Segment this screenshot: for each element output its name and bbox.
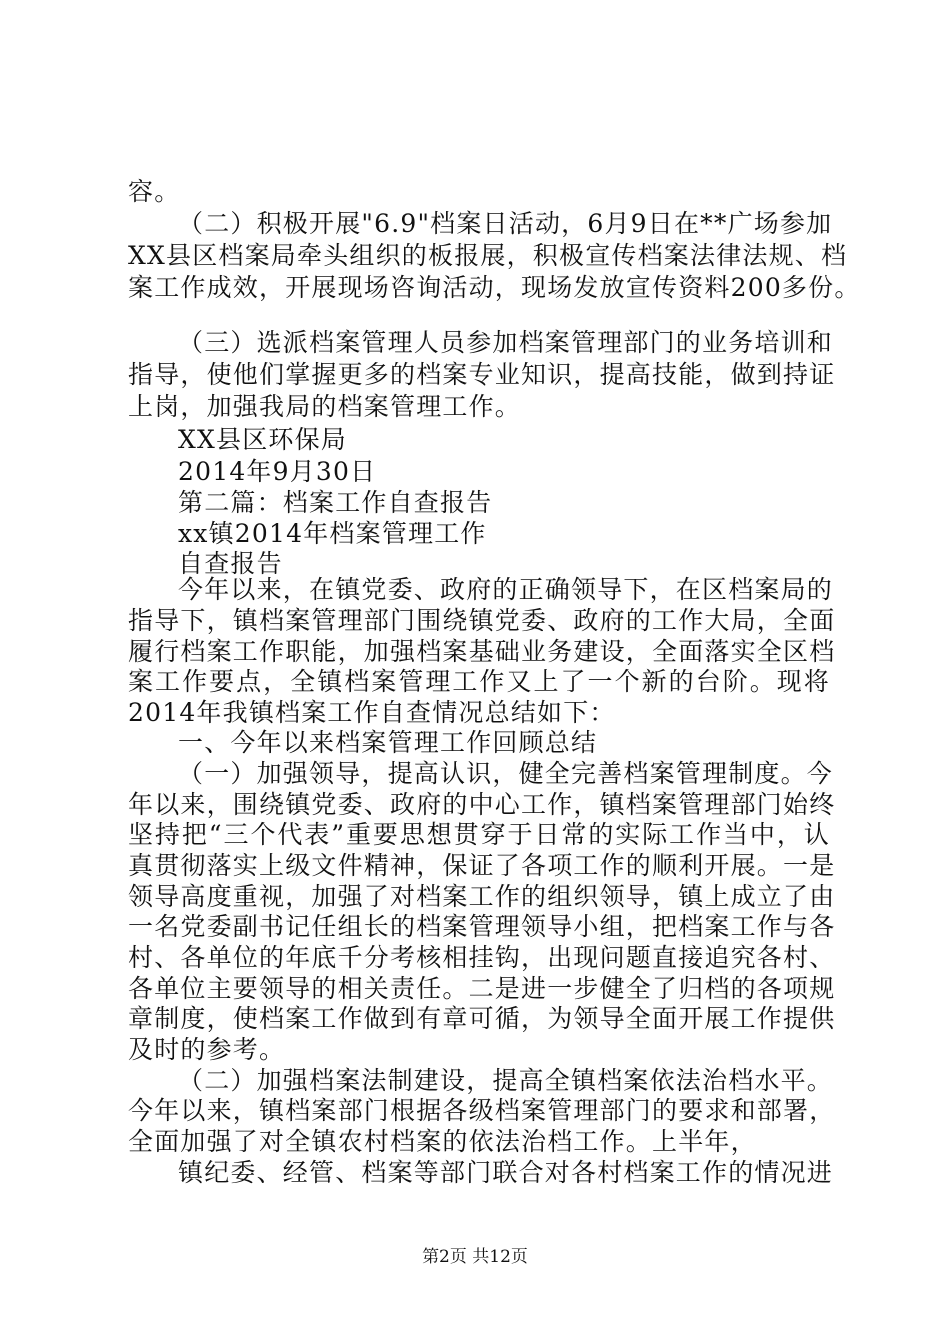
text-line: （二）加强档案法制建设，提高全镇档案依法治档水平。 <box>178 1066 834 1095</box>
section-heading: 第二篇：档案工作自查报告 <box>178 488 493 517</box>
text-line: XX县区档案局牵头组织的板报展，积极宣传档案法律法规、档 <box>128 241 848 270</box>
text-line: （三）选派档案管理人员参加档案管理部门的业务培训和 <box>178 328 834 357</box>
signature-date: 2014年9月30日 <box>178 457 377 486</box>
text-line: 村、各单位的年底千分考核相挂钩，出现问题直接追究各村、 <box>128 943 836 972</box>
text-line: 案工作要点，全镇档案管理工作又上了一个新的台阶。现将 <box>128 667 830 696</box>
text-line: 今年以来，在镇党委、政府的正确领导下，在区档案局的 <box>178 575 834 604</box>
section-heading: 一、今年以来档案管理工作回顾总结 <box>178 728 598 757</box>
text-line: （一）加强领导，提高认识，健全完善档案管理制度。今 <box>178 759 834 788</box>
report-title: xx镇2014年档案管理工作 <box>178 519 487 548</box>
text-line: 一名党委副书记任组长的档案管理领导小组，把档案工作与各 <box>128 912 836 941</box>
text-line: 领导高度重视，加强了对档案工作的组织领导，镇上成立了由 <box>128 882 836 911</box>
text-line: 章制度，使档案工作做到有章可循，为领导全面开展工作提供 <box>128 1004 836 1033</box>
text-line: 案工作成效，开展现场咨询活动，现场发放宣传资料200多份。 <box>128 273 861 302</box>
text-line: 及时的参考。 <box>128 1035 286 1064</box>
report-subtitle: 自查报告 <box>178 549 283 578</box>
text-line: 坚持把“三个代表”重要思想贯穿于日常的实际工作当中，认 <box>128 820 830 849</box>
text-line: （二）积极开展"6.9"档案日活动，6月9日在**广场参加 <box>178 209 833 238</box>
text-line: 2014年我镇档案工作自查情况总结如下： <box>128 698 616 727</box>
signature-unit: XX县区环保局 <box>178 425 347 454</box>
text-line: 真贯彻落实上级文件精神，保证了各项工作的顺利开展。一是 <box>128 851 836 880</box>
page-footer: 第2页 共12页 <box>422 1247 528 1267</box>
text-line: 指导，使他们掌握更多的档案专业知识，提高技能，做到持证 <box>128 360 836 389</box>
text-line: 各单位主要领导的相关责任。二是进一步健全了归档的各项规 <box>128 974 836 1003</box>
text-line: 全面加强了对全镇农村档案的依法治档工作。上半年， <box>128 1127 757 1156</box>
text-line: 年以来，围绕镇党委、政府的中心工作，镇档案管理部门始终 <box>128 790 836 819</box>
text-line: 镇纪委、经管、档案等部门联合对各村档案工作的情况进 <box>178 1158 834 1187</box>
text-line: 指导下，镇档案管理部门围绕镇党委、政府的工作大局，全面 <box>128 606 836 635</box>
text-line: 上岗，加强我局的档案管理工作。 <box>128 392 522 421</box>
text-line: 履行档案工作职能，加强档案基础业务建设，全面落实全区档 <box>128 637 836 666</box>
text-line: 今年以来，镇档案部门根据各级档案管理部门的要求和部署， <box>128 1096 836 1125</box>
text-line: 容。 <box>128 177 181 206</box>
